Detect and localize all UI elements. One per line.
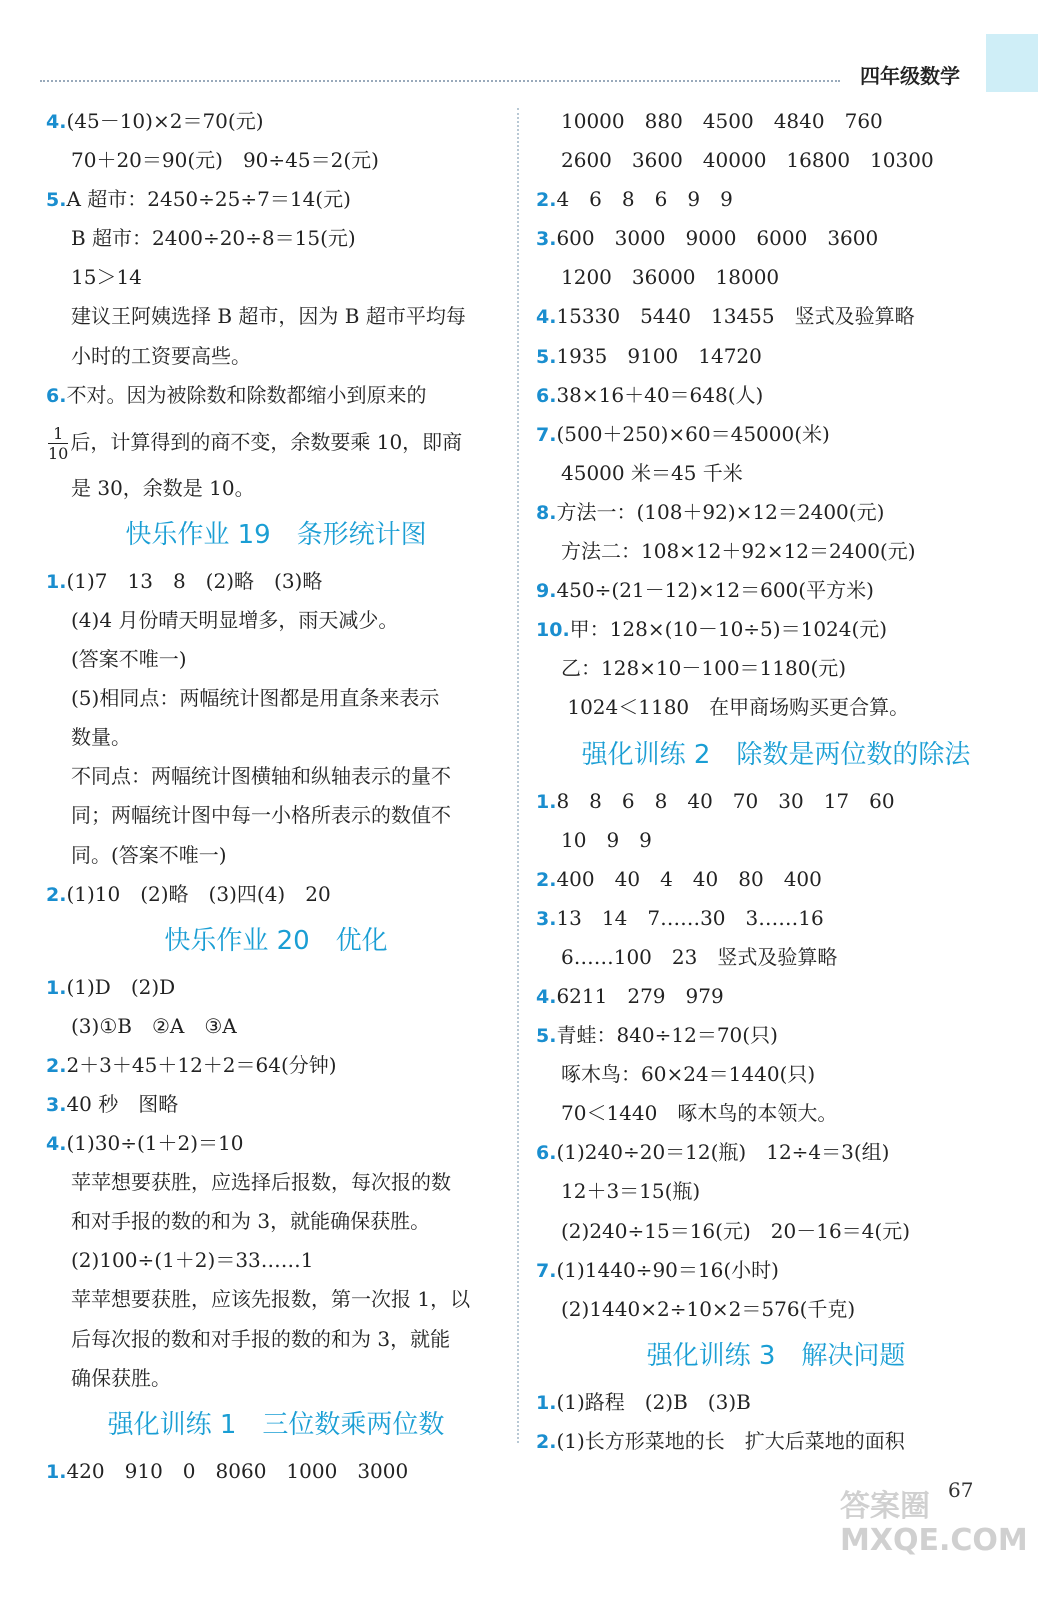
answer-item <box>46 1046 506 1085</box>
question-number: 2. <box>536 189 557 212</box>
answer-continuation: 啄木鸟：60×24＝1440(只) <box>561 1062 816 1087</box>
answer-text: (1)10 (2)略 (3)四(4) 20 <box>66 881 331 906</box>
answer-text: 不对。因为被除数和除数都缩小到原来的 <box>66 382 427 407</box>
answer-item <box>536 1251 1016 1290</box>
header-rule <box>40 80 840 82</box>
answer-text: 2＋3＋45＋12＋2＝64(分钟) <box>66 1052 337 1077</box>
answer-text: 1935 9100 14720 <box>556 343 762 368</box>
question-number: 4. <box>46 1133 67 1156</box>
page-number: 67 <box>948 1478 974 1502</box>
section-heading: 快乐作业 20 优化 <box>164 925 388 956</box>
answer-continuation: (5)相同点：两幅统计图都是用直条来表示 <box>71 686 440 711</box>
answer-item <box>536 1133 1016 1172</box>
answer-continuation: 乙：128×10－100＝1180(元) <box>561 656 847 681</box>
question-number: 5. <box>46 189 67 212</box>
question-number: 3. <box>536 228 557 251</box>
answer-continuation: 方法二：108×12＋92×12＝2400(元) <box>561 539 916 564</box>
answer-text: 方法一：(108＋92)×12＝2400(元) <box>556 499 885 524</box>
answer-text: 青蛙：840÷12＝70(只) <box>556 1023 778 1048</box>
answer-text: 420 910 0 8060 1000 3000 <box>66 1458 409 1483</box>
answer-text: (1)路程 (2)B (3)B <box>556 1389 751 1414</box>
question-number: 4. <box>536 985 557 1008</box>
answer-continuation: (答案不唯一) <box>71 647 187 672</box>
answer-continuation: 苹苹想要获胜，应该先报数，第一次报 1，以 <box>71 1287 471 1312</box>
answer-item <box>536 180 1016 219</box>
question-number: 4. <box>536 306 557 329</box>
question-number: 2. <box>46 883 67 906</box>
answer-item <box>536 860 1016 899</box>
question-number: 2. <box>536 868 557 891</box>
answer-item <box>536 1422 1016 1461</box>
section-heading: 快乐作业 19 条形统计图 <box>125 519 427 550</box>
question-number: 8. <box>536 501 557 524</box>
question-number: 4. <box>46 111 67 133</box>
answer-item <box>46 180 506 219</box>
question-number: 6. <box>536 1142 557 1165</box>
answer-text: (1)7 13 8 (2)略 (3)略 <box>66 568 323 593</box>
column-divider <box>517 108 519 1443</box>
answer-item <box>536 782 1016 821</box>
answer-continuation: 70＜1440 啄木鸟的本领大。 <box>561 1101 838 1126</box>
question-number: 6. <box>536 384 557 407</box>
answer-text: 450÷(21－12)×12＝600(平方米) <box>556 578 874 603</box>
answer-continuation: 12＋3＝15(瓶) <box>561 1179 701 1204</box>
answer-text: 8 8 6 8 40 70 30 17 60 <box>556 788 895 813</box>
answer-continuation: (2)240÷15＝16(元) 20－16＝4(元) <box>561 1218 910 1243</box>
answer-continuation: 和对手报的数的和为 3，就能确保获胜。 <box>71 1209 431 1234</box>
answer-continuation: 是 30，余数是 10。 <box>71 475 255 500</box>
answer-continuation: 2600 3600 40000 16800 10300 <box>561 148 934 173</box>
answer-item <box>536 1016 1016 1055</box>
answer-text: 后，计算得到的商不变，余数要乘 10，即商 <box>70 429 463 454</box>
header-tab-decoration <box>986 34 1038 92</box>
answer-text: A 超市：2450÷25÷7＝14(元) <box>66 187 351 212</box>
question-number: 2. <box>536 1430 557 1453</box>
answer-text: (45－10)×2＝70(元) <box>66 109 264 133</box>
answer-text: 13 14 7……30 3……16 <box>556 905 824 930</box>
question-number: 3. <box>536 907 557 930</box>
answer-item <box>536 899 1016 938</box>
answer-item <box>536 337 1016 376</box>
answer-text: 600 3000 9000 6000 3600 <box>556 226 879 251</box>
answer-item <box>46 1124 506 1163</box>
question-number: 1. <box>46 976 67 999</box>
question-number: 5. <box>536 345 557 368</box>
answer-item <box>536 297 1016 336</box>
answer-text: 40 秒 图略 <box>66 1091 179 1116</box>
answer-continuation: (2)100÷(1＋2)＝33……1 <box>71 1248 314 1273</box>
answer-text: (1)长方形菜地的长 扩大后菜地的面积 <box>556 1428 905 1453</box>
answer-continuation: 45000 米＝45 千米 <box>561 460 743 485</box>
answer-text: (500＋250)×60＝45000(米) <box>556 421 830 446</box>
answer-item <box>46 376 506 415</box>
answer-continuation: B 超市：2400÷20÷8＝15(元) <box>71 226 356 251</box>
answer-item <box>536 1383 1016 1422</box>
answer-continuation: (4)4 月份晴天明显增多，雨天减少。 <box>71 607 399 632</box>
question-number: 7. <box>536 1259 557 1282</box>
question-number: 5. <box>536 1025 557 1048</box>
answer-item <box>46 102 506 141</box>
answer-text: 4 6 8 6 9 9 <box>556 187 733 212</box>
answer-continuation: 10000 880 4500 4840 760 <box>561 109 883 133</box>
answer-text: 15330 5440 13455 竖式及验算略 <box>556 304 915 329</box>
watermark-line-2: MXQE.COM <box>840 1523 1028 1558</box>
answer-text: 甲：128×(10－10÷5)＝1024(元) <box>569 617 888 642</box>
section-heading: 强化训练 3 解决问题 <box>646 1340 906 1371</box>
answer-continuation: 15＞14 <box>71 265 142 290</box>
question-number: 2. <box>46 1054 67 1077</box>
question-number: 7. <box>536 423 557 446</box>
page-header-title: 四年级数学 <box>860 64 960 88</box>
answer-continuation: 苹苹想要获胜，应选择后报数，每次报的数 <box>71 1170 451 1195</box>
answer-continuation: 建议王阿姨选择 B 超市，因为 B 超市平均每 <box>71 304 466 329</box>
answer-text: (1)1440÷90＝16(小时) <box>556 1257 779 1282</box>
watermark-line-1: 答案圈 <box>840 1489 930 1524</box>
answer-text: (1)30÷(1＋2)＝10 <box>66 1131 244 1156</box>
answer-text: 38×16＋40＝648(人) <box>556 382 764 407</box>
answer-item <box>536 493 1016 532</box>
answer-continuation: (3)①B ②A ③A <box>71 1013 237 1038</box>
answer-continuation: 1200 36000 18000 <box>561 265 780 290</box>
question-number: 1. <box>46 1460 67 1483</box>
answer-continuation: 1024＜1180 在甲商场购买更合算。 <box>561 695 910 720</box>
section-heading: 强化训练 1 三位数乘两位数 <box>107 1409 445 1440</box>
answer-line-with-fraction <box>46 415 506 469</box>
answer-continuation: 同。(答案不唯一) <box>71 842 227 867</box>
question-number: 9. <box>536 580 557 603</box>
answer-continuation: 10 9 9 <box>561 827 652 852</box>
section-heading: 强化训练 2 除数是两位数的除法 <box>581 739 971 770</box>
question-number: 1. <box>536 790 557 813</box>
answer-text: 400 40 4 40 80 400 <box>556 866 822 891</box>
answer-continuation: 后每次报的数和对手报的数的和为 3，就能 <box>71 1326 451 1351</box>
answer-continuation: 6……100 23 竖式及验算略 <box>561 944 838 969</box>
answer-continuation: 同；两幅统计图中每一小格所表示的数值不 <box>71 803 451 828</box>
answer-item <box>46 968 506 1007</box>
answer-continuation: 数量。 <box>71 725 131 750</box>
answer-item <box>536 977 1016 1016</box>
question-number: 1. <box>46 570 67 593</box>
answer-item <box>536 376 1016 415</box>
answer-continuation: 确保获胜。 <box>71 1365 171 1390</box>
answer-item <box>46 1085 506 1124</box>
watermark <box>840 1490 1028 1558</box>
fraction <box>48 424 68 463</box>
question-number: 6. <box>46 384 67 407</box>
right-column <box>536 102 1016 1461</box>
answer-item <box>46 1452 506 1491</box>
answer-item <box>536 571 1016 610</box>
left-column <box>46 102 506 1491</box>
fraction-numerator: 1 <box>48 424 68 444</box>
answer-text: (1)D (2)D <box>66 974 176 999</box>
answer-item <box>536 610 1016 649</box>
answer-continuation: 不同点：两幅统计图横轴和纵轴表示的量不 <box>71 764 451 789</box>
question-number: 10. <box>536 619 570 642</box>
answer-continuation: 小时的工资要高些。 <box>71 343 251 368</box>
question-number: 3. <box>46 1093 67 1116</box>
question-number: 1. <box>536 1391 557 1414</box>
fraction-denominator: 10 <box>48 443 69 463</box>
answer-item <box>536 415 1016 454</box>
answer-text: 6211 279 979 <box>556 983 724 1008</box>
answer-item <box>46 875 506 914</box>
answer-text: (1)240÷20＝12(瓶) 12÷4＝3(组) <box>556 1140 890 1165</box>
answer-item <box>536 219 1016 258</box>
answer-continuation: (2)1440×2÷10×2＝576(千克) <box>561 1296 856 1321</box>
answer-continuation: 70＋20＝90(元) 90÷45＝2(元) <box>71 148 379 173</box>
answer-item <box>46 562 506 601</box>
